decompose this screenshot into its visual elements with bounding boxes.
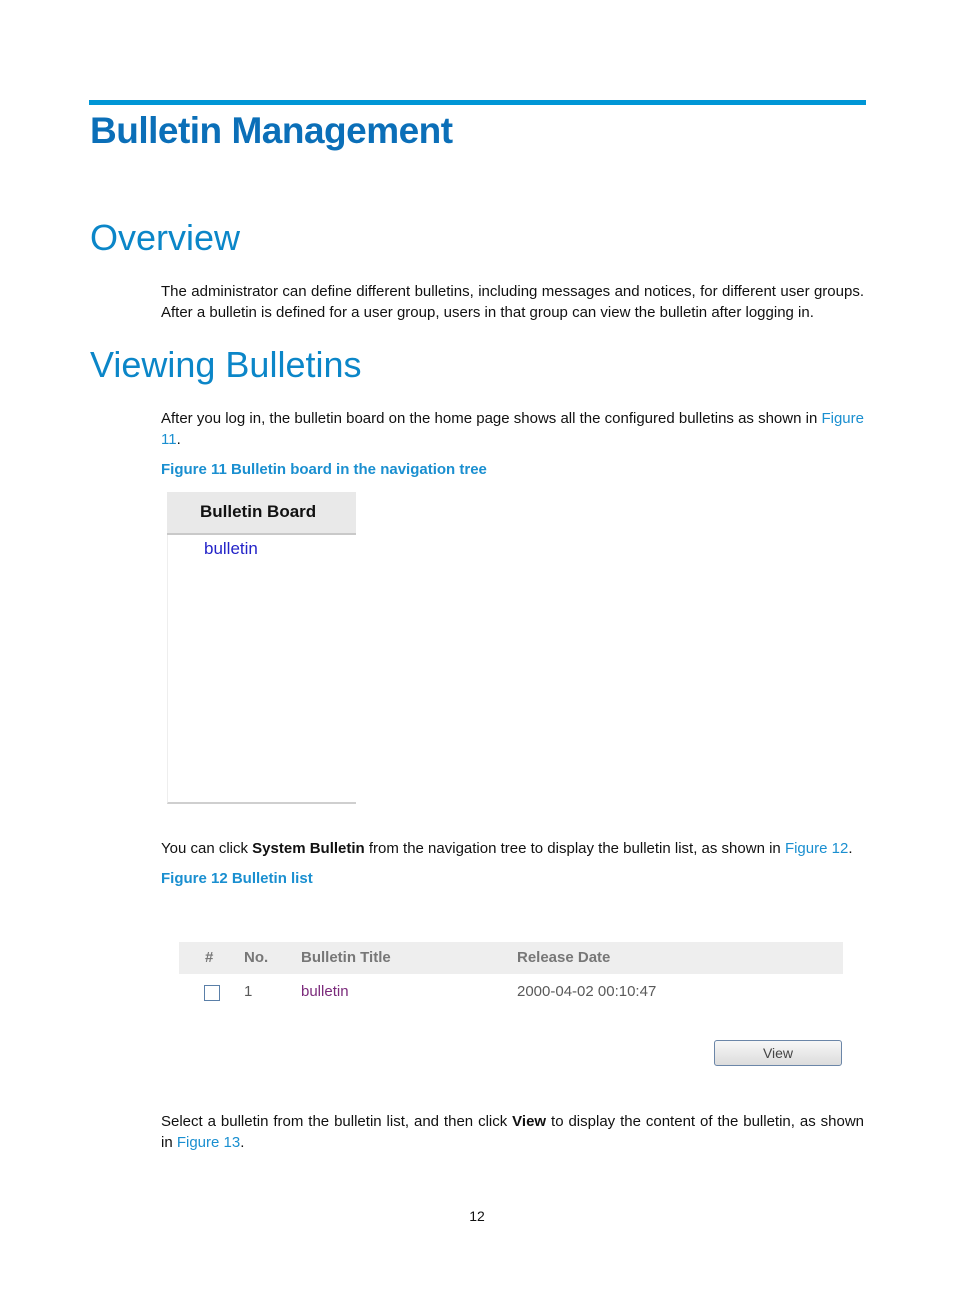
column-header-no: No.	[244, 949, 269, 966]
view-button[interactable]: View	[714, 1040, 842, 1066]
column-header-release-date: Release Date	[517, 949, 611, 966]
viewing-paragraph-1	[161, 408, 864, 450]
view-term: View	[512, 1113, 547, 1130]
bulletin-board-title: Bulletin Board	[200, 502, 317, 521]
viewing-bulletins-heading: Viewing Bulletins	[90, 344, 362, 385]
paragraph-text: Select a bulletin from the bulletin list, and then click	[161, 1113, 513, 1130]
paragraph-end: .	[240, 1134, 245, 1151]
page-number: 12	[469, 1208, 485, 1224]
paragraph-end: .	[848, 840, 853, 857]
bulletin-board-body	[167, 535, 356, 804]
system-bulletin-term: System Bulletin	[252, 840, 365, 857]
overview-paragraph: The administrator can define different bulletins, including messages and notices, for different user groups. After a bulletin is defined for a user group, users in that group can view the bulletin after logging in.	[161, 283, 864, 321]
row-checkbox[interactable]	[204, 985, 220, 1001]
overview-heading: Overview	[90, 217, 241, 258]
paragraph-text: to display the content of the bulletin, as shown in	[161, 1113, 865, 1151]
bulletin-list-table	[179, 942, 843, 1072]
column-header-select: #	[205, 949, 214, 966]
figure-12-caption: Figure 12 Bulletin list	[161, 870, 313, 887]
row-release-date: 2000-04-02 00:10:47	[517, 983, 657, 1000]
chapter-top-rule	[89, 100, 866, 105]
viewing-paragraph-3	[161, 1111, 864, 1153]
bulletin-board-header	[167, 492, 356, 535]
row-bulletin-title[interactable]: bulletin	[301, 983, 349, 1000]
figure-13-link[interactable]: Figure 13	[176, 1134, 241, 1151]
paragraph-end: .	[176, 431, 181, 448]
row-number: 1	[244, 983, 253, 1000]
column-header-title: Bulletin Title	[301, 949, 391, 966]
figure-12-link[interactable]: Figure 12	[784, 840, 849, 857]
viewing-paragraph-2	[161, 838, 864, 859]
paragraph-text: You can click	[161, 840, 253, 857]
table-header	[179, 942, 843, 974]
bulletin-board-item[interactable]: bulletin	[204, 539, 258, 558]
paragraph-text: from the navigation tree to display the bulletin list, as shown in	[364, 840, 785, 857]
chapter-title: Bulletin Management	[90, 110, 453, 151]
figure-11-caption: Figure 11 Bulletin board in the navigation tree	[161, 461, 487, 478]
bulletin-board-panel	[167, 492, 356, 804]
paragraph-text: After you log in, the bulletin board on the home page shows all the configured bulletins as shown in	[161, 410, 822, 427]
figure-11-link[interactable]: Figure 11	[161, 410, 864, 448]
